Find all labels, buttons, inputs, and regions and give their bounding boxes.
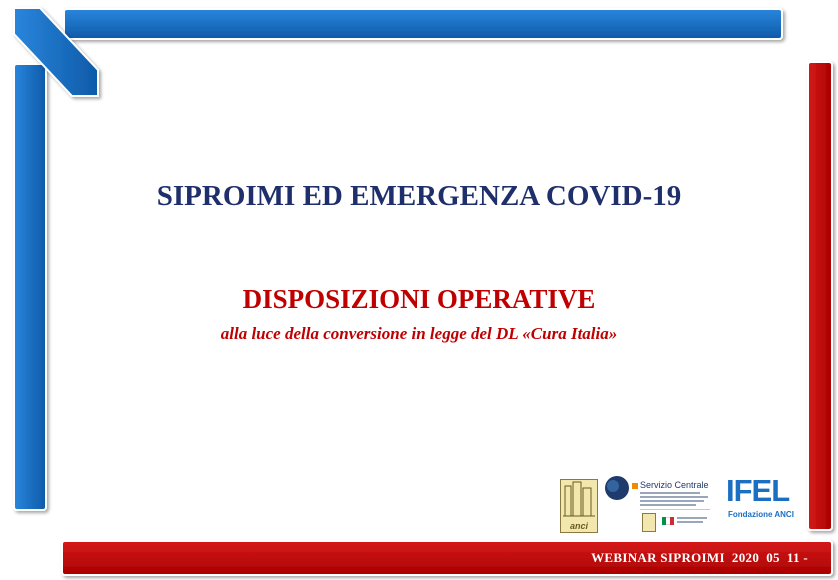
anci-emblem-icon (561, 480, 597, 520)
anci-logo (560, 479, 598, 533)
orange-square-icon (632, 483, 638, 489)
servizio-centrale-divider (640, 509, 710, 510)
globe-icon (604, 475, 630, 501)
servizio-centrale-fineprint (640, 492, 710, 506)
ifel-logo (726, 474, 796, 534)
main-title: SIPROIMI ED EMERGENZA COVID-19 (156, 180, 682, 212)
small-anci-icon (642, 513, 656, 532)
subtitle: DISPOSIZIONI OPERATIVE (242, 284, 596, 314)
ministero-fineprint (677, 517, 707, 523)
ifel-logo-subtitle: Fondazione ANCI (728, 510, 794, 519)
italian-flag-icon (662, 517, 674, 525)
footer-label: WEBINAR SIPROIMI 2020 05 11 - (591, 550, 808, 565)
blue-top-bar (64, 9, 782, 39)
tagline: alla luce della conversione in legge del DL «Cura Italia» (220, 324, 618, 343)
servizio-centrale-title: Servizio Centrale (640, 480, 709, 490)
anci-logo-text: anci (569, 521, 588, 531)
ifel-logo-text: IFEL (726, 473, 790, 508)
servizio-centrale-logo (604, 475, 714, 535)
